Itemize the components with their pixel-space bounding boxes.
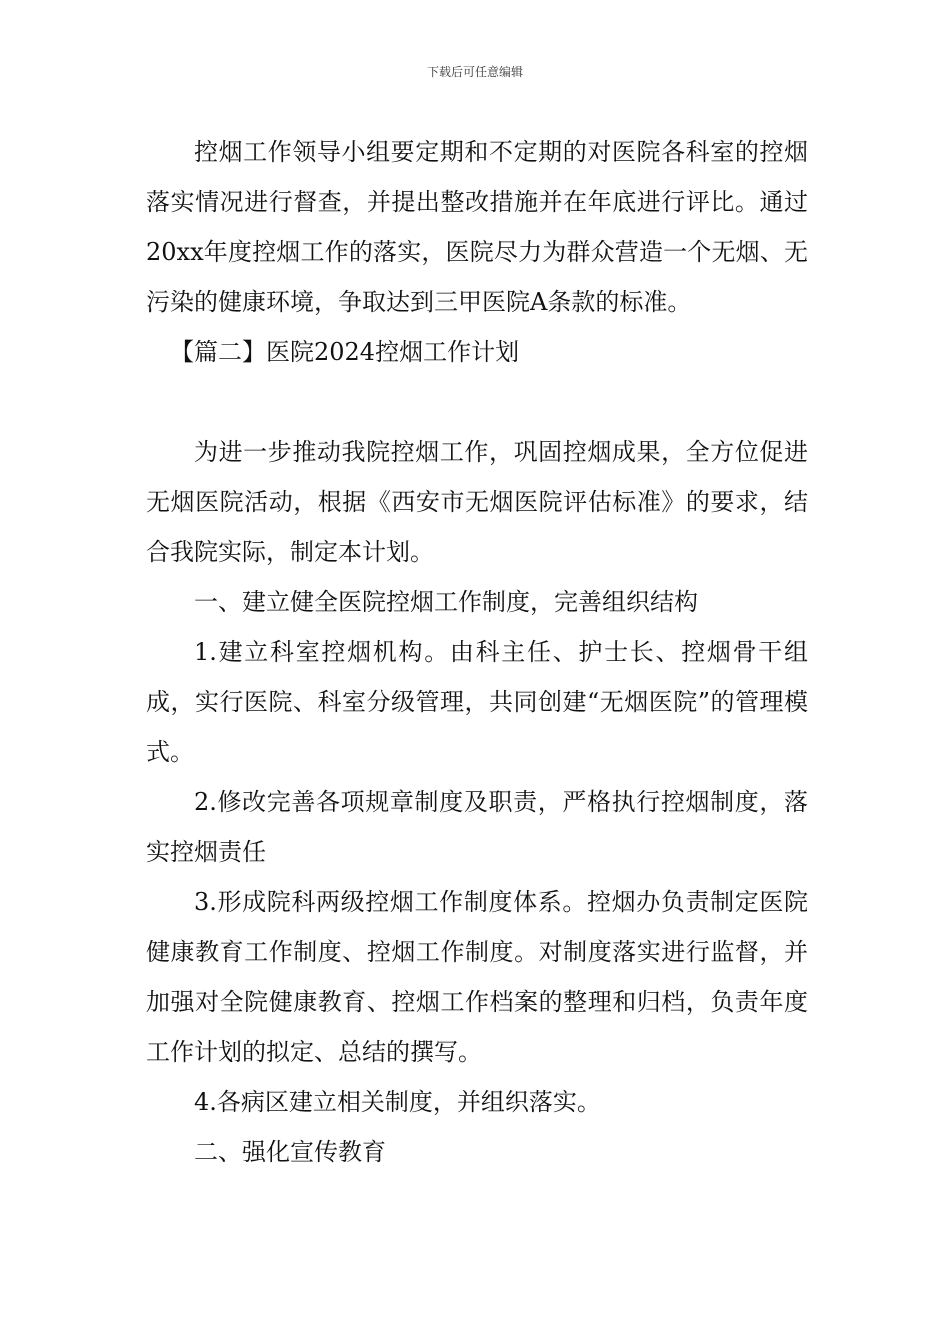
page-header: 下载后可任意编辑 xyxy=(426,65,523,79)
paragraph-inspection: 控烟工作领导小组要定期和不定期的对医院各科室的控烟落实情况进行督查，并提出整改措施并在年底进行评比。通过20xx年度控烟工作的落实，医院尽力为群众营造一个无烟、无污染的健康环境，争取达到三甲医院A条款的标准。 xyxy=(146,138,808,316)
heading-section-one: 一、建立健全医院控烟工作制度，完善组织结构 xyxy=(194,588,698,616)
blank-line xyxy=(146,377,808,427)
document-body xyxy=(146,127,808,1177)
paragraph-intro: 为进一步推动我院控烟工作，巩固控烟成果，全方位促进无烟医院活动，根据《西安市无烟医院评估标准》的要求，结合我院实际，制定本计划。 xyxy=(146,438,808,566)
list-item-2: 2.修改完善各项规章制度及职责，严格执行控烟制度，落实控烟责任 xyxy=(146,788,808,866)
heading-section-two: 二、强化宣传教育 xyxy=(194,1138,386,1166)
list-item-3: 3.形成院科两级控烟工作制度体系。控烟办负责制定医院健康教育工作制度、控烟工作制度。对制度落实进行监督，并加强对全院健康教育、控烟工作档案的整理和归档，负责年度工作计划的拟定、总结的撰写。 xyxy=(146,888,808,1066)
list-item-4: 4.各病区建立相关制度，并组织落实。 xyxy=(194,1088,601,1116)
list-item-1: 1.建立科室控烟机构。由科主任、护士长、控烟骨干组成，实行医院、科室分级管理，共同创建“无烟医院”的管理模式。 xyxy=(146,638,808,766)
section-title: 【篇二】医院2024控烟工作计划 xyxy=(170,338,520,366)
